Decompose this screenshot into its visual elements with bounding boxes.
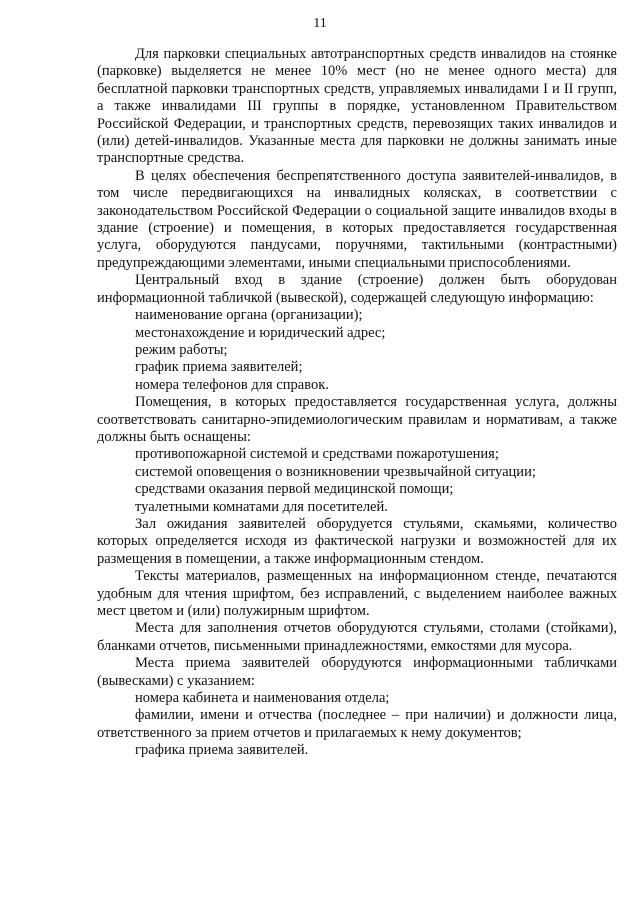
list-item: противопожарной системой и средствами пожаротушения; bbox=[135, 446, 499, 463]
paragraph-reception-places: Места приема заявителей оборудуются информационными табличками (вывесками) с указанием: bbox=[97, 655, 617, 689]
page-body bbox=[97, 46, 617, 760]
page-number: 11 bbox=[313, 16, 327, 31]
paragraph-accessibility: В целях обеспечения беспрепятственного доступа заявителей-инвалидов, в том числе передвигающихся на инвалидных колясках, в соответствии с законодательством Российской Федерации о социальной защите инвалидов входы в здание (строение) и помещения, в которых предоставляется государственная услуга, оборудуются пандусами, поручнями, тактильными (контрастными) предупреждающими элементами, иными специальными приспособлениями. bbox=[97, 167, 617, 271]
list-item: режим работы; bbox=[135, 341, 228, 358]
paragraph-parking: Для парковки специальных автотранспортных средств инвалидов на стоянке (парковке) выделяется не менее 10% мест (но не менее одного места) для бесплатной парковки транспортных средств, управляемых инвалидами I и II групп, а также инвалидами III группы в порядке, установленном Правительством Российской Федерации, и транспортных средств, перевозящих таких инвалидов и (или) детей-инвалидов. Указанные места для парковки не должны занимать иные транспортные средства. bbox=[97, 46, 617, 167]
list-item: наименование органа (организации); bbox=[135, 307, 363, 324]
list-item: туалетными комнатами для посетителей. bbox=[135, 498, 388, 515]
list-item: местонахождение и юридический адрес; bbox=[135, 324, 386, 341]
list-item: системой оповещения о возникновении чрезвычайной ситуации; bbox=[135, 463, 536, 480]
list-item: график приема заявителей; bbox=[135, 359, 303, 376]
paragraph-info-stand-texts: Тексты материалов, размещенных на информационном стенде, печатаются удобным для чтения шрифтом, без исправлений, с выделением наиболее важных мест цветом и (или) полужирным шрифтом. bbox=[97, 568, 617, 619]
paragraph-premises: Помещения, в которых предоставляется государственная услуга, должны соответствовать санитарно-эпидемиологическим правилам и нормативам, а также должны быть оснащены: bbox=[97, 394, 617, 445]
list-item: средствами оказания первой медицинской помощи; bbox=[135, 481, 454, 498]
paragraph-waiting-hall: Зал ожидания заявителей оборудуется стульями, скамьями, количество которых определяется исходя из фактической нагрузки и возможностей для их размещения в помещении, а также информационным стендом. bbox=[97, 515, 617, 567]
paragraph-report-places: Места для заполнения отчетов оборудуются стульями, столами (стойками), бланками отчетов, письменными принадлежностями, емкостями для мусора. bbox=[97, 620, 617, 654]
list-item: фамилии, имени и отчества (последнее – при наличии) и должности лица, ответственного за прием отчетов и прилагаемых к нему документов; bbox=[97, 707, 617, 741]
paragraph-entrance-sign: Центральный вход в здание (строение) должен быть оборудован информационной табличкой (вывеской), содержащей следующую информацию: bbox=[97, 272, 617, 306]
list-item: номера кабинета и наименования отдела; bbox=[135, 690, 390, 707]
list-item: номера телефонов для справок. bbox=[135, 376, 329, 393]
list-item: графика приема заявителей. bbox=[135, 742, 309, 759]
